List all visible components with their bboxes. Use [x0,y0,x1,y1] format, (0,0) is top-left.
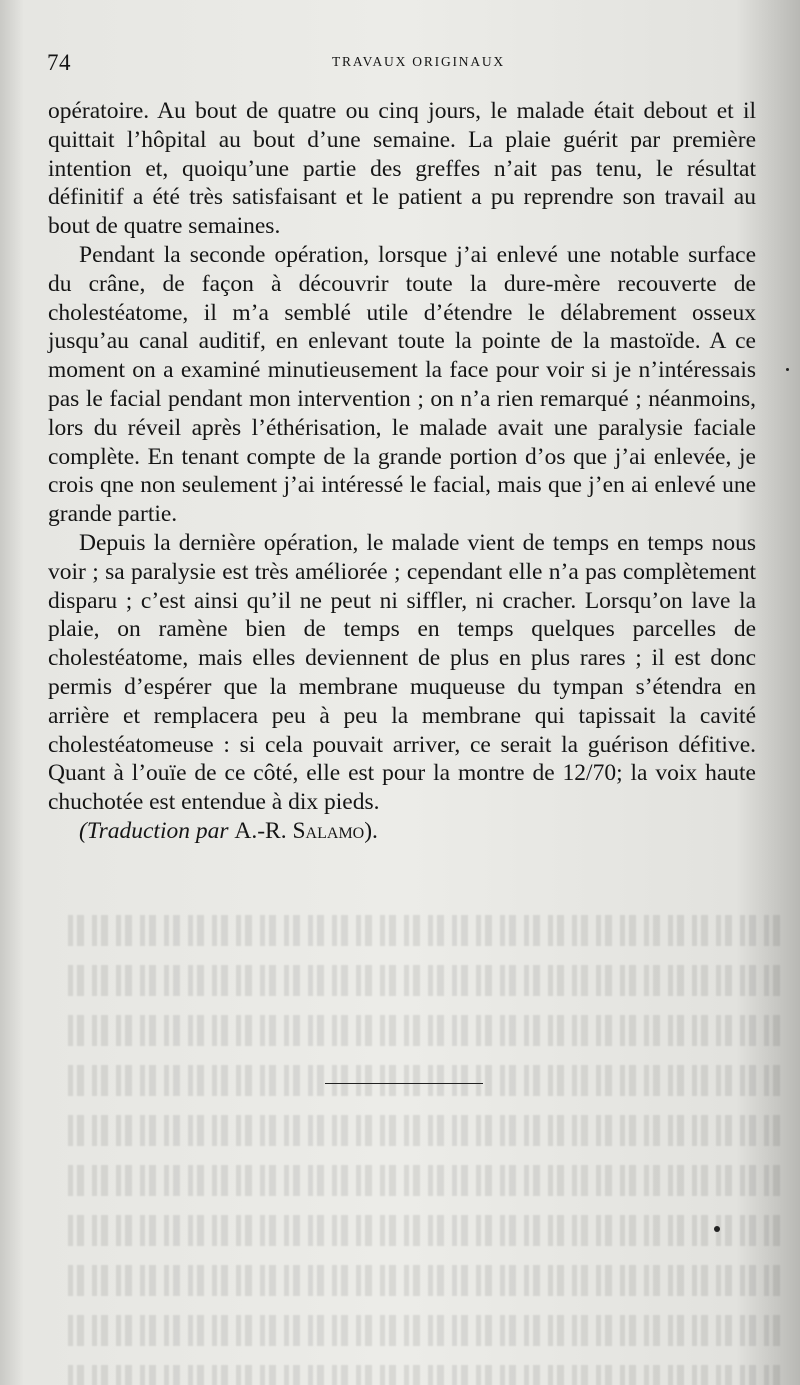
paragraph-3: Depuis la dernière opération, le malade vient de temps en temps nous voir ; sa paralysie est très améliorée ; cependant elle n’a pas complètement disparu ; c’est ainsi qu’il ne peut ni siffler, ni cracher. Lorsqu’on lave la plaie, on ramène bien de temps en temps quelques parcelles de cholestéatome, mais elles deviennent de plus en plus rares ; il est donc permis d’espérer que la membrane muqueuse du tympan s’étendra en arrière et remplacera peu à peu la membrane qui tapissait la cavité cholestéatomeuse : si cela pouvait arriver, ce serait la guérison défitive. Quant à l’ouïe de ce côté, elle est pour la montre de 12/70; la voix haute chuchotée est entendue à dix pieds. [48,529,756,816]
page-number: 74 [47,50,71,75]
running-head: TRAVAUX ORIGINAUX [332,54,505,69]
page-header [47,50,750,80]
translator-name: A.-R. Salamo [234,817,365,844]
section-divider [325,1083,483,1084]
paragraph-1: opératoire. Au bout de quatre ou cinq jours, le malade était debout et il quittait l’hôpital au bout d’une semaine. La plaie guérit par première intention et, quoiqu’une partie des greffes n’ait pas tenu, le résultat définitif a été très satisfaisant et le patient a pu reprendre son travail au bout de quatre semaines. [48,98,756,240]
translation-credit [48,817,756,846]
credit-open-paren: ( [79,817,87,844]
article-body [48,97,756,846]
paragraph-2: Pendant la seconde opération, lorsque j’ai enlevé une notable surface du crâne, de façon à découvrir toute la dure-mère recouverte de cholestéatome, il m’a semblé utile d’étendre le délabrement osseux jusqu’au canal auditif, en enlevant toute la pointe de la mastoïde. A ce moment on a examiné minutieusement la face pour voir si je n’intéressais pas le facial pendant mon intervention ; on n’a rien remarqué ; néanmoins, lors du réveil après l’éthérisation, le malade avait une paralysie faciale complète. En tenant compte de la grande portion d’os que j’ai enlevée, je crois qne non seulement j’ai intéressé le facial, mais que j’en ai enlevé une grande partie. [48,241,756,528]
ink-speck [786,368,789,371]
ink-speck [714,1226,720,1232]
show-through-text [60,905,780,1285]
translation-label: Traduction par [86,817,229,844]
credit-close: ). [364,817,378,844]
